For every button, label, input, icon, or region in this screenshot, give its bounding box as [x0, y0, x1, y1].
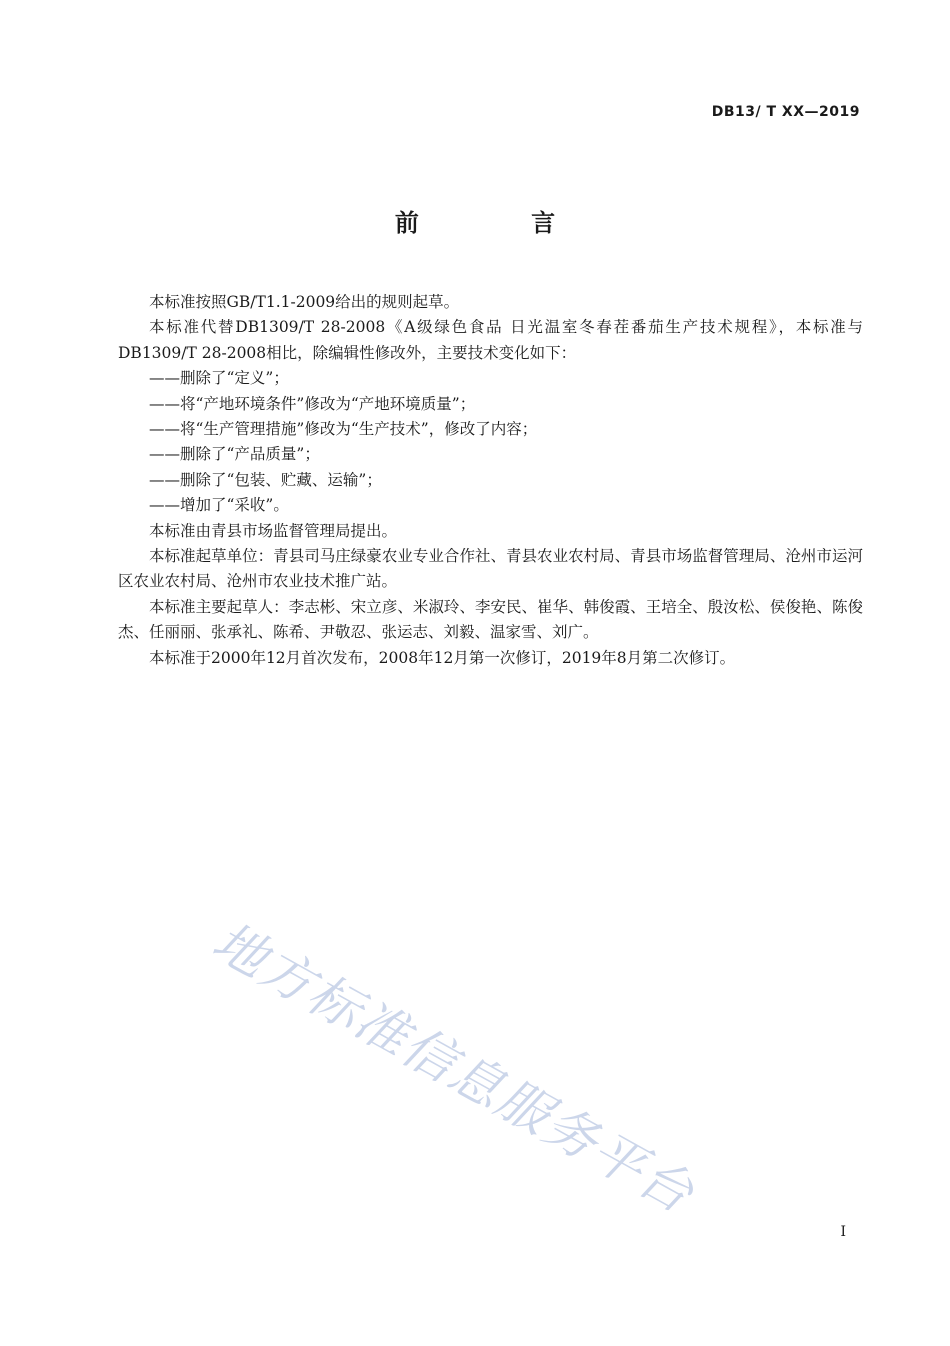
change-item: ——将“生产管理措施”修改为“生产技术”，修改了内容；: [149, 420, 538, 439]
watermark-text: 地方标准信息服务平台: [202, 911, 705, 1226]
paragraph-history: 本标准于2000年12月首次发布，2008年12月第一次修订，2019年8月第二次修订。: [149, 648, 736, 667]
standard-code: DB13/ T XX—2019: [711, 104, 860, 120]
paragraph-drafters: 本标准主要起草人：李志彬、宋立彦、米淑玲、李安民、崔华、韩俊霞、王培全、殷汝松、侯俊艳、陈俊杰、任丽丽、张承礼、陈希、尹敬忍、张运志、刘毅、温家雪、刘广。: [118, 597, 863, 642]
foreword-body: [118, 290, 863, 671]
page-title: 前 言: [394, 209, 608, 237]
paragraph-proposer: 本标准由青县市场监督管理局提出。: [149, 521, 398, 540]
paragraph-drafting-units: 本标准起草单位：青县司马庄绿豪农业专业合作社、青县农业农村局、青县市场监督管理局、沧州市运河区农业农村局、沧州市农业技术推广站。: [118, 547, 863, 591]
page-number: I: [840, 1224, 846, 1240]
paragraph-replacement: 本标准代替DB1309/T 28-2008《A级绿色食品 日光温室冬春茬番茄生产技术规程》，本标准与DB1309/T 28-2008相比，除编辑性修改外，主要技术变化如下：: [118, 318, 863, 362]
paragraph-drafting-rules: 本标准按照GB/T1.1-2009给出的规则起草。: [149, 293, 460, 311]
change-item: ——删除了“产品质量”；: [149, 445, 320, 464]
change-item: ——增加了“采收”。: [149, 496, 289, 515]
change-item: ——删除了“定义”；: [149, 369, 289, 388]
change-item: ——删除了“包装、贮藏、运输”；: [149, 470, 382, 489]
change-item: ——将“产地环境条件”修改为“产地环境质量”；: [149, 394, 476, 413]
